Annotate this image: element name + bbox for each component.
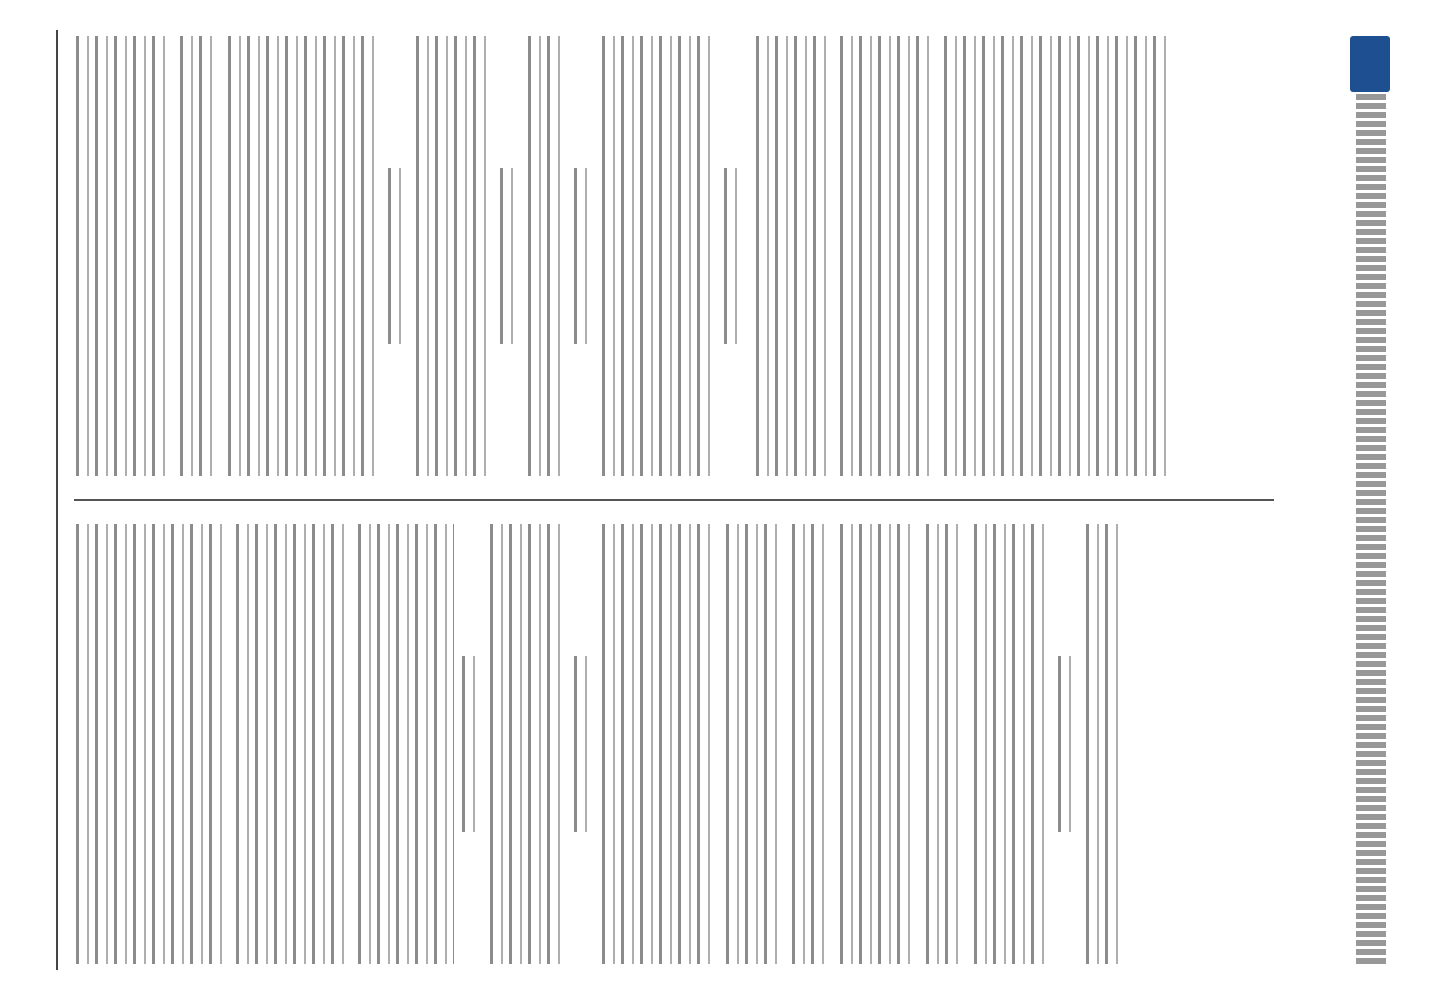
text-passage: [574, 168, 593, 344]
text-passage: [756, 36, 832, 476]
text-passage: [236, 524, 350, 964]
text-passage: [228, 36, 380, 476]
text-passage: [1058, 656, 1077, 832]
dfg-logo: [1350, 36, 1390, 92]
text-passage: [180, 36, 218, 476]
text-passage: [462, 656, 481, 832]
digitization-credit-text: [1356, 36, 1386, 964]
text-passage: [388, 168, 407, 344]
text-passage: [974, 524, 1050, 964]
text-passage: [926, 524, 964, 964]
digitization-credit: [1346, 36, 1404, 964]
text-passage: [726, 524, 783, 964]
text-passage: [1086, 524, 1124, 964]
text-passage: [840, 36, 935, 476]
text-passage: [76, 524, 228, 964]
text-passage: [792, 524, 830, 964]
text-passage: [76, 36, 171, 476]
text-passage: [358, 524, 454, 964]
text-passage: [944, 36, 1172, 476]
text-passage: [724, 168, 743, 344]
text-passage: [574, 656, 593, 832]
text-passage: [602, 36, 716, 476]
text-passage: [602, 524, 716, 964]
text-column-left: [76, 524, 1256, 964]
text-passage: [416, 36, 492, 476]
text-passage: [528, 36, 566, 476]
text-passage: [490, 524, 566, 964]
column-divider: [74, 499, 1274, 501]
text-column-right: [76, 36, 1256, 476]
header-rule: [56, 30, 58, 970]
text-passage: [840, 524, 916, 964]
text-passage: [500, 168, 519, 344]
